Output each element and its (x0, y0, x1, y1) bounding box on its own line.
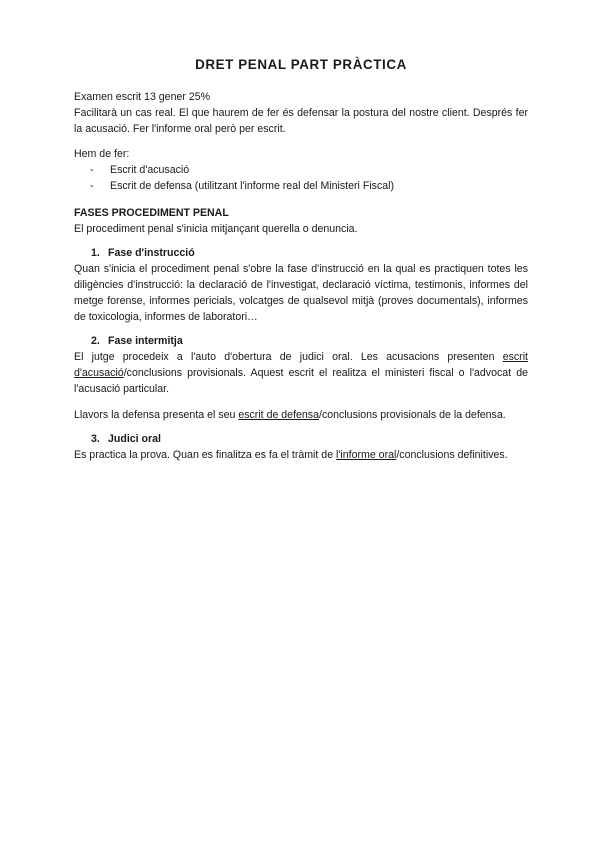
fase3-paragraph (74, 448, 528, 464)
fase2-text-b: /conclusions provisionals. Aquest escrit el realitza el ministeri fiscal o l'advocat de l'acusació particular. (74, 366, 528, 395)
fase3-title: Judici oral (108, 433, 161, 446)
exam-line: Examen escrit 13 gener 25% (74, 91, 211, 103)
fase3-text-b: /conclusions definitives. (396, 449, 508, 462)
document-content (74, 56, 528, 464)
fase1-title: Fase d'instrucció (108, 247, 195, 260)
intro-paragraph: Facilitarà un cas real. El que haurem de fer és defensar la postura del nostre client. Després fer la acusació. Fer l'informe oral però per escrit. (74, 106, 528, 135)
fase3-heading (74, 432, 528, 448)
fase2-text-d: /conclusions provisionals de la defensa. (319, 408, 506, 421)
fase2-title: Fase intermitja (108, 335, 183, 348)
fase3-number: 3. (91, 433, 100, 446)
fase2-paragraph (74, 350, 528, 397)
document-title: DRET PENAL PART PRÀCTICA (195, 57, 407, 72)
dash-bullet: - (90, 179, 94, 192)
todo-list (74, 163, 528, 195)
fases-intro: El procediment penal s'inicia mitjançant querella o denuncia. (74, 222, 358, 235)
fase1-number: 1. (91, 247, 100, 260)
escrit-acusacio-link[interactable]: escrit d'acusació (74, 351, 528, 379)
fase2-number: 2. (91, 335, 100, 348)
fase2-text-c: Llavors la defensa presenta el seu (74, 408, 239, 421)
fase2-defensa-paragraph (74, 408, 528, 424)
dash-bullet: - (90, 164, 94, 177)
list-item (74, 179, 528, 195)
escrit-defensa-link[interactable]: escrit de defensa (238, 408, 319, 421)
list-item-text: Escrit de defensa (utilitzant l'informe real del Ministeri Fiscal) (110, 179, 395, 192)
fase1-heading (74, 246, 528, 262)
fases-heading: FASES PROCEDIMENT PENAL (74, 206, 229, 219)
fase2-text-a: El jutge procedeix a l'auto d'obertura de judici oral. Les acusacions presenten (74, 351, 503, 364)
todo-heading: Hem de fer: (74, 148, 130, 161)
list-item (74, 163, 528, 179)
fase2-heading (74, 334, 528, 350)
informe-oral-link[interactable]: l'informe oral (336, 449, 397, 462)
fase1-paragraph: Quan s'inicia el procediment penal s'obre la fase d'instrucció en la qual es practiquen totes les diligències d'instrucció: la declaració de l'investigat, declaració víctima, testimonis, informes del metge forense, informes pericials, volcatges de qualsevol mitjà (proves documentals), informes de toxicologia, informes de laboratori… (74, 263, 528, 323)
list-item-text: Escrit d'acusació (110, 164, 190, 177)
fase3-text-a: Es practica la prova. Quan es finalitza es fa el tràmit de (74, 449, 337, 462)
